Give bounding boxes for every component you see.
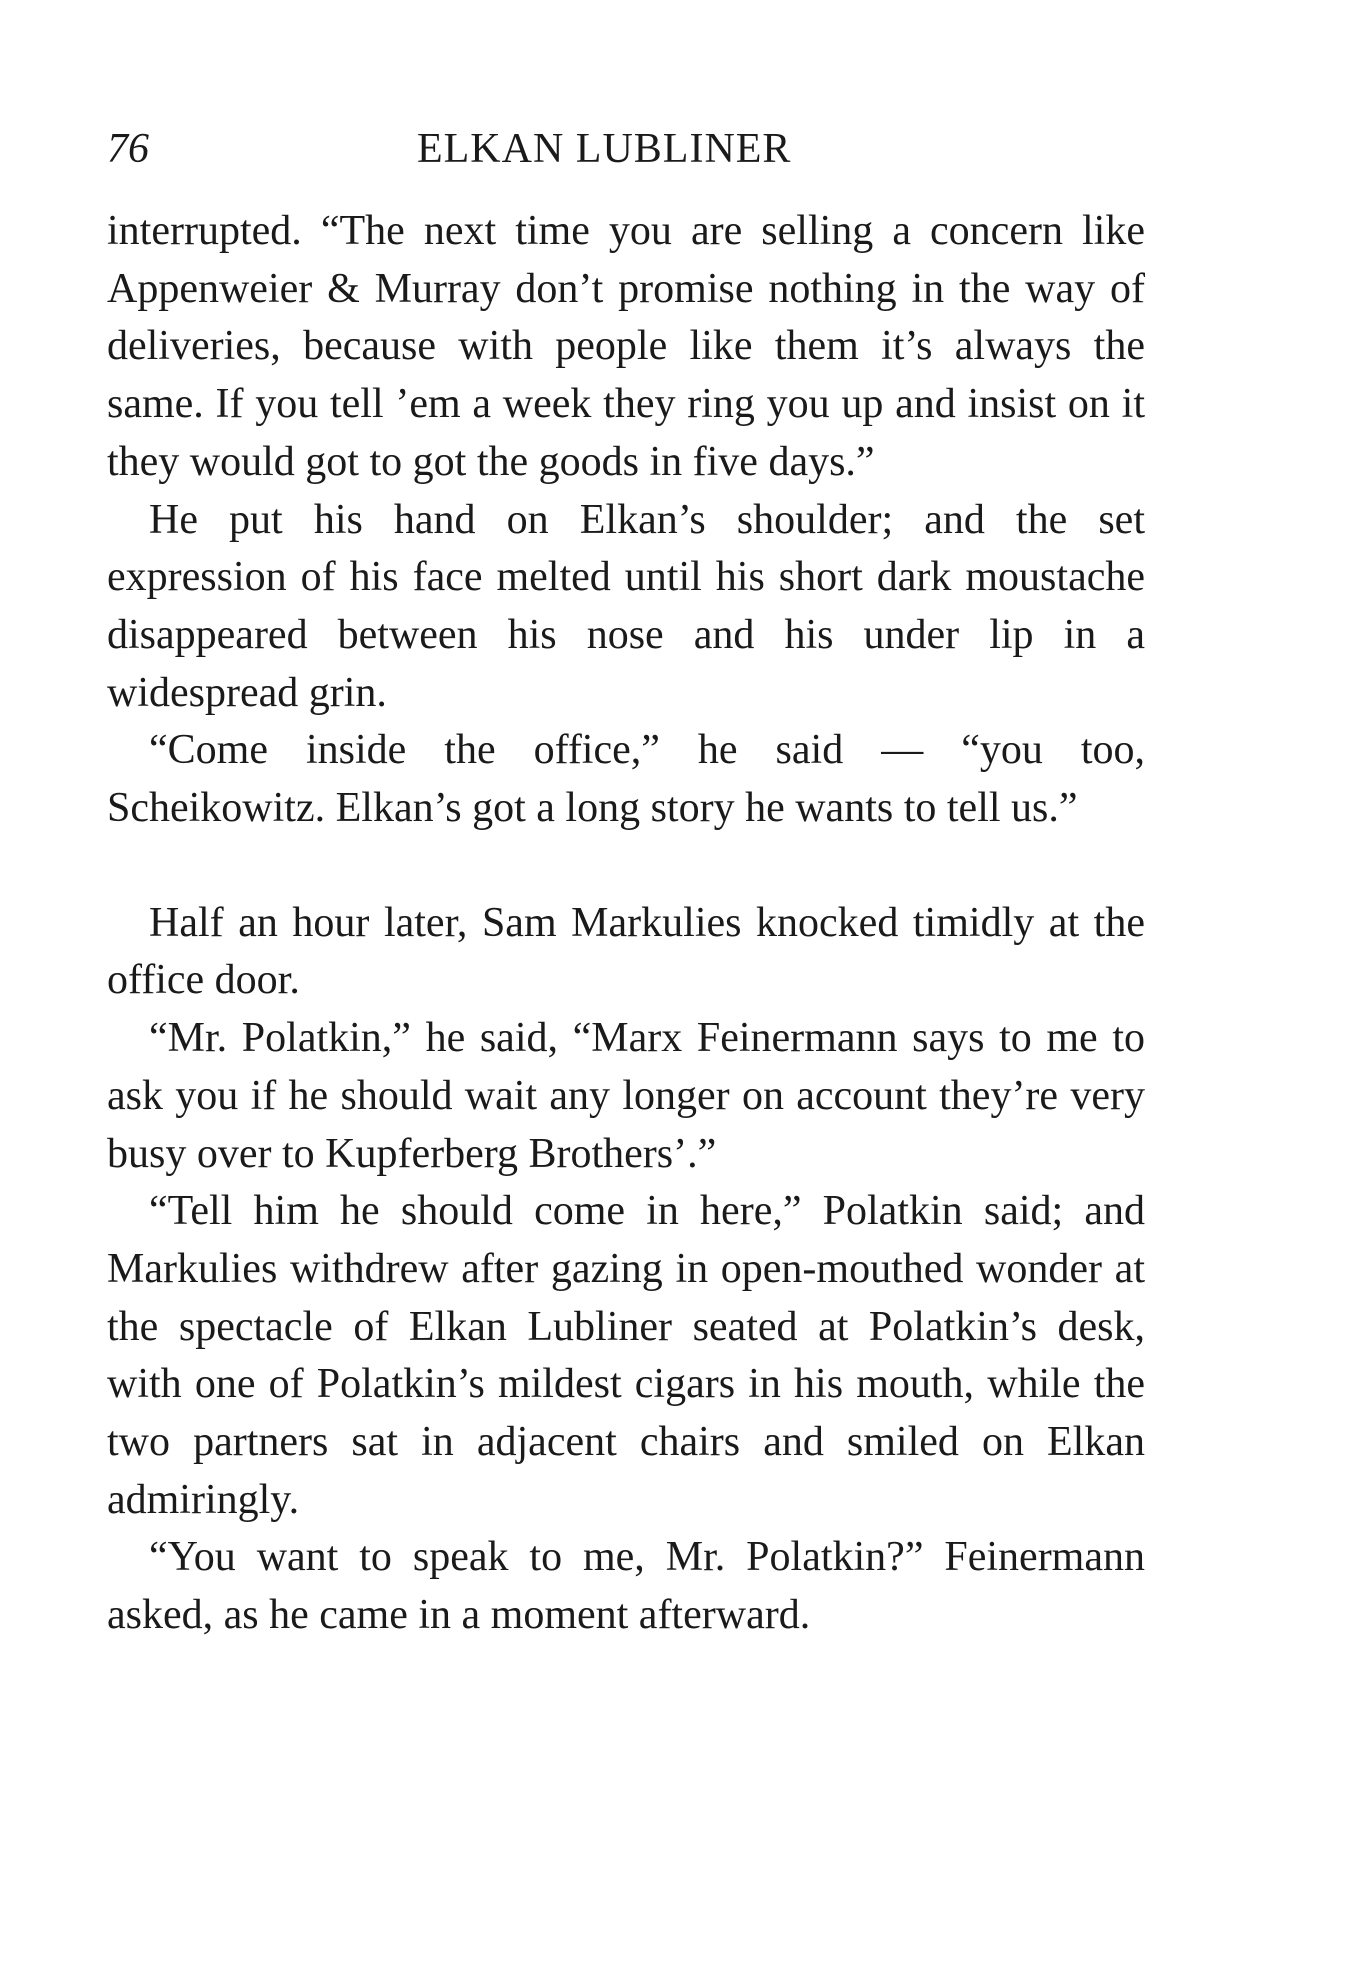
paragraph-feinermann-asks: “You want to speak to me, Mr. Polatkin?” Feinermann asked, as he came in a moment afterward.: [107, 1534, 1145, 1639]
running-head: [107, 124, 1145, 174]
paragraph-come-inside: “Come inside the office,” he said — “you too, Scheikowitz. Elkan’s got a long story he wants to tell us.”: [107, 727, 1145, 832]
paragraph-shoulder: He put his hand on Elkan’s shoulder; and the set expression of his face melted until his short dark moustache disappeared between his nose and his under lip in a widespread grin.: [107, 496, 1145, 716]
paragraph-continued: interrupted. “The next time you are selling a concern like Appenweier & Murray don’t promise nothing in the way of deliveries, because with people like them it’s always the same. If you tell ’em a week they ring you up and insist on it they would got to got the goods in five days.”: [107, 208, 1145, 485]
paragraph-markulies-question: “Mr. Polatkin,” he said, “Marx Feinermann says to me to ask you if he should wait any longer on account they’re very busy over to Kupferberg Brothers’.”: [107, 1015, 1145, 1177]
body-text: [107, 203, 1145, 1645]
running-title: ELKAN LUBLINER: [417, 126, 792, 172]
paragraph-half-hour-later: Half an hour later, Sam Markulies knocked timidly at the office door.: [107, 899, 1145, 1004]
paragraph-tell-him: “Tell him he should come in here,” Polatkin said; and Markulies withdrew after gazing in open-mouthed wonder at the spectacle of Elkan Lubliner seated at Polatkin’s desk, with one of Polatkin’s mildest cigars in his mouth, while the two partners sat in adjacent chairs and smiled on Elkan admiringly.: [107, 1188, 1145, 1523]
page-number: 76: [107, 126, 149, 172]
